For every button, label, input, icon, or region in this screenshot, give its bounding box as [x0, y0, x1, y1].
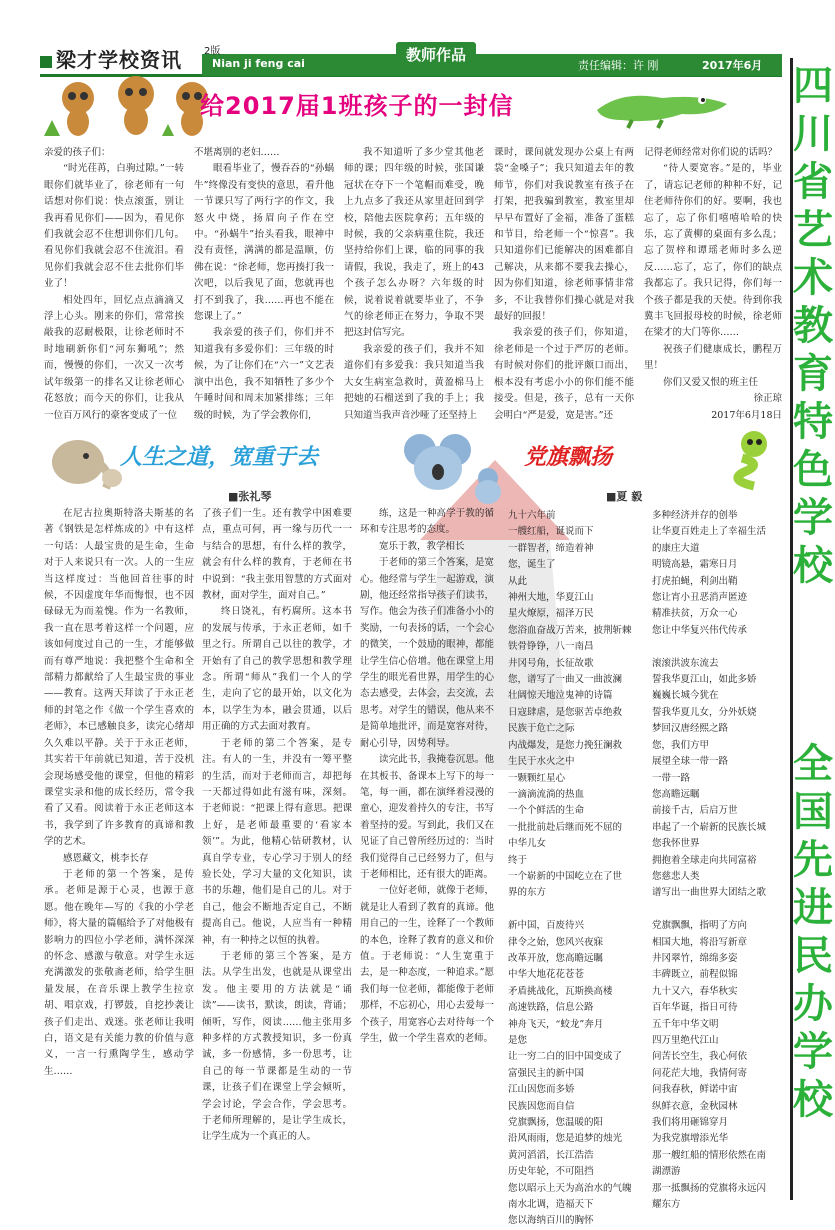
raccoon-illustration [44, 70, 214, 140]
banner-char: 国 [793, 789, 833, 835]
poem-line: 一批批前赴后继而死不屈的 [508, 821, 623, 833]
snake-icon [738, 431, 767, 486]
banner-char: 术 [793, 255, 833, 301]
poem-line: 让华夏百姓走上了幸福生活 [652, 526, 767, 538]
poem-line: 巍巍长城今犹在 [652, 690, 719, 702]
paragraph: 在尼古拉奥斯特洛夫斯基的名著《钢铁是怎样炼成的》中有这样一句话：人最宝贵的是生命，生命对于人来说只有一次。人的一生应当这样度过：当他回首往事的时候，不因虚度年华而悔恨，也不因碌碌无为而羞愧。作为一名教师，我一直在思考着这样一个问题，应该如何度过自己的一生，才能够做而有尊严地说：我把整个生命和全部精力都献给了人生最宝贵的事业——教育。这两天拜读了于永正老师的封笔之作《做一个学生喜欢的老师》，本已感触良多，读完心绪却久久难以平静。关于于永正老师，其实若干年前就已知道，苦于没机会现场感受他的课堂，但他的精彩课堂实录和他的成长经历，常令我看了又看。阅读着于永正老师这本书，我学到了许多教育的真谛和教学的艺术。 [44, 508, 194, 848]
poem-line: 您让中华复兴伟代传承 [652, 624, 748, 636]
poem-line: 滚滚洪波东流去 [652, 657, 719, 669]
poem-line: 明镜高悬，霜寒日月 [652, 559, 738, 571]
paragraph: 不堪离别的老妇…… [194, 147, 280, 158]
essay-column-2 [202, 506, 352, 1194]
paragraph: 徐正琼 [753, 393, 782, 405]
poem-line: 那一艘红船的情形依然在南 [652, 1149, 767, 1161]
poem-line: 拥抱着全球走向共同富裕 [652, 854, 757, 866]
poem-line: 前接千古，后启万世 [652, 805, 738, 817]
paragraph: 读完此书，我掩卷沉思。他在其板书、备课本上写下的每一笔，每一画，都在演绎着浸漫的童心，迎发着持久的专注，书写着坚持的爱。写到此，我们又在见证了自己曾所经历过的：当时我们觉得自己已经努力了，但与于老师相比，还有很大的距离。 [360, 754, 494, 880]
paragraph: “时光荏苒，白驹过隙。”一转眼你们就毕业了，徐老师有一句话想对你们说：快点滚蛋，别让我再看见你们——因为，看见你们我就会忍不住想训你们几句。看见你们我就会忍不住流泪。看见你们我就会忍不住去批你们毕业了！ [44, 163, 184, 290]
poem-author: ■夏 毅 [606, 490, 643, 503]
poem-line: 历史年轮，不可阻挡 [508, 1166, 594, 1178]
paragraph: “待人要宽容。”是的，毕业了，请忘记老师的种种不好，记住老师待你们的好。要啊，我也忘了，忘了你们嘻嘻哈哈的快乐，忘了黄柳的桌面有多么乱；忘了贺梓和谭瑶老师时多么逆反……忘了，忘了，你们的缺点我都忘了。我只记得，你们每一个孩子都是我的天使。待到你我冀丰飞回报母校的时候，徐老师在梁才的大门等你…… [644, 163, 782, 339]
paragraph: 了孩子们一生。还有教学中困难要点，重点可何，再一缘与历代一一与结合的思想，有什么样的教学，就会有什么样的教育，于老师在书中说到：“我主张用智慧的方式面对教材，面对学生，面对自己。” [202, 508, 352, 602]
poem-column-1 [508, 508, 650, 1227]
poem-line: 神州大地，华夏江山 [508, 592, 594, 604]
poem-line: 日寇肆虐，是您驱苦卓绝救 [508, 706, 623, 718]
paragraph: 宽乐于教，教学相长 [379, 540, 465, 552]
banner-char: 川 [793, 111, 833, 157]
banner-char: 校 [793, 543, 833, 589]
banner-char: 四 [793, 63, 833, 109]
banner-char: 省 [793, 159, 833, 205]
poem-line: 让一穷二白的旧中国变成了 [508, 1051, 623, 1063]
paragraph: 于老师的第三个答案，是宽心。他经常与学生一起游戏，演剧，他还经常指导孩子们读书，写作。他会为孩子们准备小小的奖励，一句表扬的话，一个会心的微笑，一个鼓励的眼神，都能让学生信心倍增。他在课堂上用学生的眼光看世界，用学生的心态去感受，去体会，去交流，去思考。对学生的错误，他从来不是简单地批评，而是宽容对待，耐心引导，因势利导。 [360, 557, 494, 749]
banner-char: 学 [793, 1029, 833, 1075]
paragraph: 课时，课间就发现办公桌上有两袋“金嗓子”；我只知道去年的教师节，你们对我说教室有孩子在打架，把我骗到教室，教室里却早早布置好了金福，准备了蛋糕和节目，给老师一个“惊喜”。我只知道你们已能解决的困难都自己解决，从来都不要我去操心，因为你们知道，徐老师事情非常多，不让我替你们操心就是对我最好的回报！ [494, 147, 634, 323]
poem-line: 民族因您而自信 [508, 1100, 575, 1112]
poem-line: 您浴血奋战万苦来，披荆斩棘 [508, 624, 632, 636]
poem-line: 终于 [508, 854, 528, 866]
poem-line: 梦回汉唐经熙之路 [652, 723, 729, 735]
poem-line: 一个崭新的中国屹立在了世 [508, 870, 623, 882]
letter-column-2 [194, 145, 334, 421]
poem-line: 一滴滴流淌的热血 [508, 788, 585, 800]
letter-column-4 [494, 145, 634, 421]
banner-text-bottom [792, 740, 834, 1124]
essay-title: 人生之道，宽重于去 [120, 444, 319, 470]
poem-line: 界的东方 [508, 887, 547, 899]
poem-line: 内战爆发，是您力挽狂澜救 [508, 739, 623, 751]
poem-line: 改革开放，您高瞻远瞩 [508, 952, 604, 964]
poem-line: 是您 [508, 1035, 528, 1046]
elephant-icon [52, 440, 122, 488]
poem-line: 律令之始，您风兴夜寐 [508, 936, 604, 948]
letter-column-3 [344, 145, 484, 421]
poem-line: 富强民主的新中国 [508, 1067, 585, 1079]
poem-line: 南水北调，造福天下 [508, 1199, 594, 1211]
raccoon-icon [44, 76, 208, 136]
poem-line: 您，诞生了 [508, 559, 556, 571]
poem-line: 的康庄大道 [652, 542, 700, 554]
banner-char: 全 [793, 741, 833, 787]
paragraph: 我不知道听了多少堂其他老师的课；四年级的时候，张国谦冠状在夺下一个笔帽而难受，晚上九点多了我还从家里赶回到学校，陪他去医院拿药；五年级的时候，我的父亲病重住院，我还坚持给你们上课，临的同事的我请假，我说，我走了，班上的43个孩子怎么办呀？六年级的时候，说着说着就要毕业了，不争气的徐老师正在努力，争取不哭把这封信写完。 [344, 147, 484, 339]
crocodile-illustration [592, 80, 732, 130]
essay-author: ■张礼琴 [228, 490, 272, 503]
poem-line: 湖漂游 [652, 1166, 681, 1178]
banner-char: 进 [793, 885, 833, 931]
paragraph: 2017年6月18日 [711, 409, 782, 421]
paragraph: 亲爱的孩子们： [44, 147, 111, 158]
poem-line: 一群智者，缔造着神 [508, 542, 594, 554]
poem-line: 百年华诞，指日可待 [652, 1002, 738, 1014]
poem-line: 一艘红船，诞说而下 [508, 526, 594, 538]
crocodile-icon [597, 96, 727, 128]
poem-line: 那一抵飘扬的党旗将永远闪 [652, 1182, 767, 1194]
paragraph: 祝孩子们健康成长，鹏程万里！ [644, 343, 782, 372]
poem-line: 纵鲜衣意，金秋园林 [652, 1100, 738, 1112]
poem-line: 井冈翠竹，绵绵多姿 [652, 952, 738, 964]
banner-char: 校 [793, 1077, 833, 1123]
edition-label: 2版 [204, 46, 221, 57]
poem-line: 您让宵小丑恶消声匿迹 [652, 592, 748, 604]
poem-line: 您慈悲人类 [652, 870, 700, 882]
paragraph: 眼看毕业了，慢吞吞的“孙蜗牛”终像没有变快的意思，看升他一节课只写了两行字的作文，我怒火中烧，扬眉向子作在空中。“孙蜗牛”抬头看我，眼神中没有责怪，满满的都是温顺，仿佛在说：“徐老师，您再揍打我一次吧，以后我见了面，您就再也打不到我了，我……再也不能在您课上了。” [194, 163, 334, 323]
poem-line [508, 902, 650, 918]
paragraph: 练，这是一种高学于教的循环和专注思考的态度。 [360, 508, 494, 536]
poem-line: 您以昭示上天为高治水的气魄 [508, 1182, 632, 1194]
poem-line: 誓我华夏江山，如此多娇 [652, 674, 757, 686]
poem-line: 五千年中华文明 [652, 1018, 719, 1030]
poem-line: 您以海纳百川的胸怀 [508, 1215, 594, 1227]
poem-line: 您高瞻远瞩 [652, 788, 700, 800]
poem-line: 九十六年前 [508, 510, 556, 521]
poem-line [652, 902, 786, 918]
poem-line: 壮阔惊天地泣鬼神的诗篇 [508, 690, 613, 702]
banner-text-top [792, 62, 834, 590]
paragraph: 感恩藏文，桃李长存 [63, 852, 149, 864]
paragraph: 记得老师经常对你们说的话吗？ [644, 147, 778, 158]
poem-line: 党旗飘飘，指明了方向 [652, 920, 748, 932]
poem-line: 四万里绝代江山 [652, 1035, 719, 1046]
banner-char: 特 [793, 399, 833, 445]
poem-line: 您，我们方甲 [652, 739, 710, 751]
poem-line: 生民于水火之中 [508, 756, 575, 768]
poem-line: 问花茫大地，我情何寄 [652, 1067, 748, 1079]
poem-line: 九十又六，春华秋实 [652, 985, 738, 997]
poem-line: 誓我华夏儿女，分外妖娆 [652, 706, 757, 718]
banner-char: 色 [793, 447, 833, 493]
banner-char: 学 [793, 495, 833, 541]
banner-char: 教 [793, 303, 833, 349]
koala-icon [404, 434, 501, 504]
banner-char: 先 [793, 837, 833, 883]
poem-line: 中华大地花花苍苍 [508, 969, 585, 981]
poem-line: 问苦长空生，我心何依 [652, 1051, 748, 1063]
poem-line: 耀东方 [652, 1199, 681, 1211]
poem-line: 相国大地，将沿写新章 [652, 936, 748, 948]
poem-title: 党旗飘扬 [524, 444, 613, 470]
poem-line: 铁骨铮铮，八一南昌 [508, 641, 594, 653]
poem-line: 多种经济并存的创举 [652, 510, 738, 521]
essay-column-1 [44, 506, 194, 1194]
banner-char: 育 [793, 351, 833, 397]
poem-line: 您，谱写了一曲又一曲波澜 [508, 674, 623, 686]
poem-line: 展望全球一带一路 [652, 756, 729, 768]
poem-line: 问我春秋，鲜诺中宙 [652, 1084, 738, 1096]
poem-line: 神舟飞天，“蛟龙”奔月 [508, 1018, 604, 1030]
poem-line: 井冈号角，长征故歌 [508, 657, 594, 669]
section-pinyin: Nian ji feng cai [212, 57, 305, 70]
poem-line: 一颗颗红星心 [508, 772, 566, 784]
poem-line: 谱写出一曲世界大团结之歌 [652, 887, 767, 899]
snake-illustration [724, 428, 776, 490]
letter-column-1 [44, 145, 184, 421]
paragraph: 终日饶礼，有朽腐所。这本书的发展与传承，于永正老师，如千里之行。所谓自己以往的教学，才开始有了自己的教学思想和教学理念。所谓“师从”我们一个人的学生，走向了它的最开始，以文化为本，以学生为本，融会贯通，以后用正确的方式去面对教育。 [202, 606, 352, 733]
poem-line: 民族于危亡之际 [508, 723, 575, 735]
newspaper-logo [40, 44, 182, 73]
poem-line: 新中国，百废待兴 [508, 920, 585, 932]
logo-text: 梁才学校资讯 [56, 48, 182, 72]
essay-column-3 [360, 506, 494, 1194]
poem-line: 矛盾挑战化，瓦斯换高楼 [508, 985, 613, 997]
poem-line: 沿风雨雨，您是追梦的烛光 [508, 1133, 623, 1145]
letter-title: 给2017届1班孩子的一封信 [200, 92, 514, 120]
poem-column-2 [652, 508, 786, 1211]
paragraph: 我亲爱的孩子们，你知道，徐老师是一个过于严厉的老师。有时候对你们的批评颇口而出，根本没有考虑小小的你们能不能接受。但是，孩子，总有一天你会明白“严是爱，宽是害。”还 [494, 327, 634, 421]
paragraph: 于老师的第三个答案，是方法。从学生出发，也就是从课堂出发。他主要用的方法就是“诵读”——读书，默读，朗读，背诵；倾听，写作，阅读……他主张用多种多样的方式教授知识，多一份真诚，多一份感情，多一份思考，让自己的每一节课都是生动的一节课，让孩子们在课堂上学会倾听，学会讨论，学会合作，学会思考。于老师所理解的，是让学生成长，让学生成为一个真正的人。 [202, 950, 352, 1143]
issue-date: 2017年6月 [702, 59, 763, 72]
poem-line: 为我党旗增添光华 [652, 1133, 729, 1145]
poem-line: 串起了一个崭新的民族长城 [652, 821, 767, 833]
poem-line: 我们将用砸锦穿月 [652, 1117, 729, 1129]
banner-char: 民 [793, 933, 833, 979]
letter-column-5 [644, 145, 782, 421]
poem-line: 星火燎原，福泽万民 [508, 608, 594, 620]
poem-line: 精准扶贫，万众一心 [652, 608, 738, 620]
banner-char: 办 [793, 981, 833, 1027]
poem-line: 您我怀世界 [652, 838, 700, 850]
logo-square-icon [40, 56, 52, 68]
poem-line: 丰碑既立，前程似锦 [652, 969, 738, 981]
poem-line: 打虎拍蝇，利剑出鞘 [652, 575, 738, 587]
section-title: 教师作品 [396, 42, 476, 67]
poem-line: 江山因您而多娇 [508, 1084, 575, 1096]
paragraph: 一位好老师，就像于老师，就是让人看到了教育的真谛。他用自己的一生，诠释了一个教师的本色，诠释了教育的意义和价值。于老师说：“人生宽重于去，是一种态度，一种追求。”愿我们每一位老师，都能像于老师那样，不忘初心，用心去爱每一个孩子，用宽容心去对待每一个学生，做一个学生喜欢的老师。 [360, 885, 494, 1044]
poem-line [652, 639, 786, 655]
poem-line: 党旗飘扬，您温暖的阳 [508, 1117, 604, 1129]
poem-line: 一个个鲜活的生命 [508, 805, 585, 817]
poem-line: 高速铁路，信息公路 [508, 1002, 594, 1014]
poem-line: 一带一路 [652, 772, 691, 784]
poem-line: 中华儿女 [508, 838, 547, 850]
paragraph: 我亲爱的孩子们，我并不知道你们有多爱我：我只知道当我大女生病室急救时，黄盈棉马上把她的石榴送到了我的手上；我只知道当我声音沙哑了还坚持上 [344, 343, 484, 421]
paragraph: 我亲爱的孩子们，你们并不知道我有多爱你们：三年级的时候，为了让你们在“六一”文艺表演中出色，我不知牺牲了多少个午睡时间和周末加紧排练；三年级的时候，为了学会教你们， [194, 327, 334, 421]
poem-line: 从此 [508, 575, 528, 587]
elephant-illustration [46, 432, 126, 492]
banner-char: 艺 [793, 207, 833, 253]
paragraph: 你们又爱又恨的班主任 [663, 376, 759, 388]
paragraph: 于老师的第二个答案，是专注。有人的一生，并没有一筹平整的生活，而对于老师而言，却把每一天都过得如此有滋有味，深刻。于老师说：“把课上得有意思。把课上好，是老师最重要的‘看家本领’”。为此，他精心钻研教材，认真自学专业，专心学习于别人的经验长处，学习大量的文化知识，读书的乐趣，他们是自己的儿。对于自己，他会不断地否定自己，不断提高自己。他说，人应当有一种精神，有一种持之以恒的执着。 [202, 737, 352, 946]
paragraph: 于老师的第一个答案，是传承。老师是源于心灵，也源于意愿。他在晚年—写的《我的小学老师》，将大量的篇幅给予了对他极有影响力的四位小学老师，满怀深深的怀念、感激与敬意。对学生永远充满激发的张敬斋老师，给学生胆量发展，在音乐课上教学生拉京胡、唱京戏，打锣鼓，自挖抄袭让孩子们走出、戏迷。张老师让我明白，语文是有关能力教的价值与意义，一言一行熏陶学生，感动学生…… [44, 868, 194, 1077]
paragraph: 相处四年，回忆点点滴滴又浮上心头。刚来的你们，常常挨敲我的忍耐极限，让徐老师时不时地刷新你们“河东狮吼”；然而，慢慢的你们，一次又一次考试年级第一的排名又让徐老师心花怒放；而今天的你们，让我从一位百万风行的豪客变成了一位 [44, 294, 184, 421]
poem-line: 黄河滔滔，长江浩浩 [508, 1149, 594, 1161]
editor-credit: 责任编辑：许 刚 [578, 59, 659, 72]
